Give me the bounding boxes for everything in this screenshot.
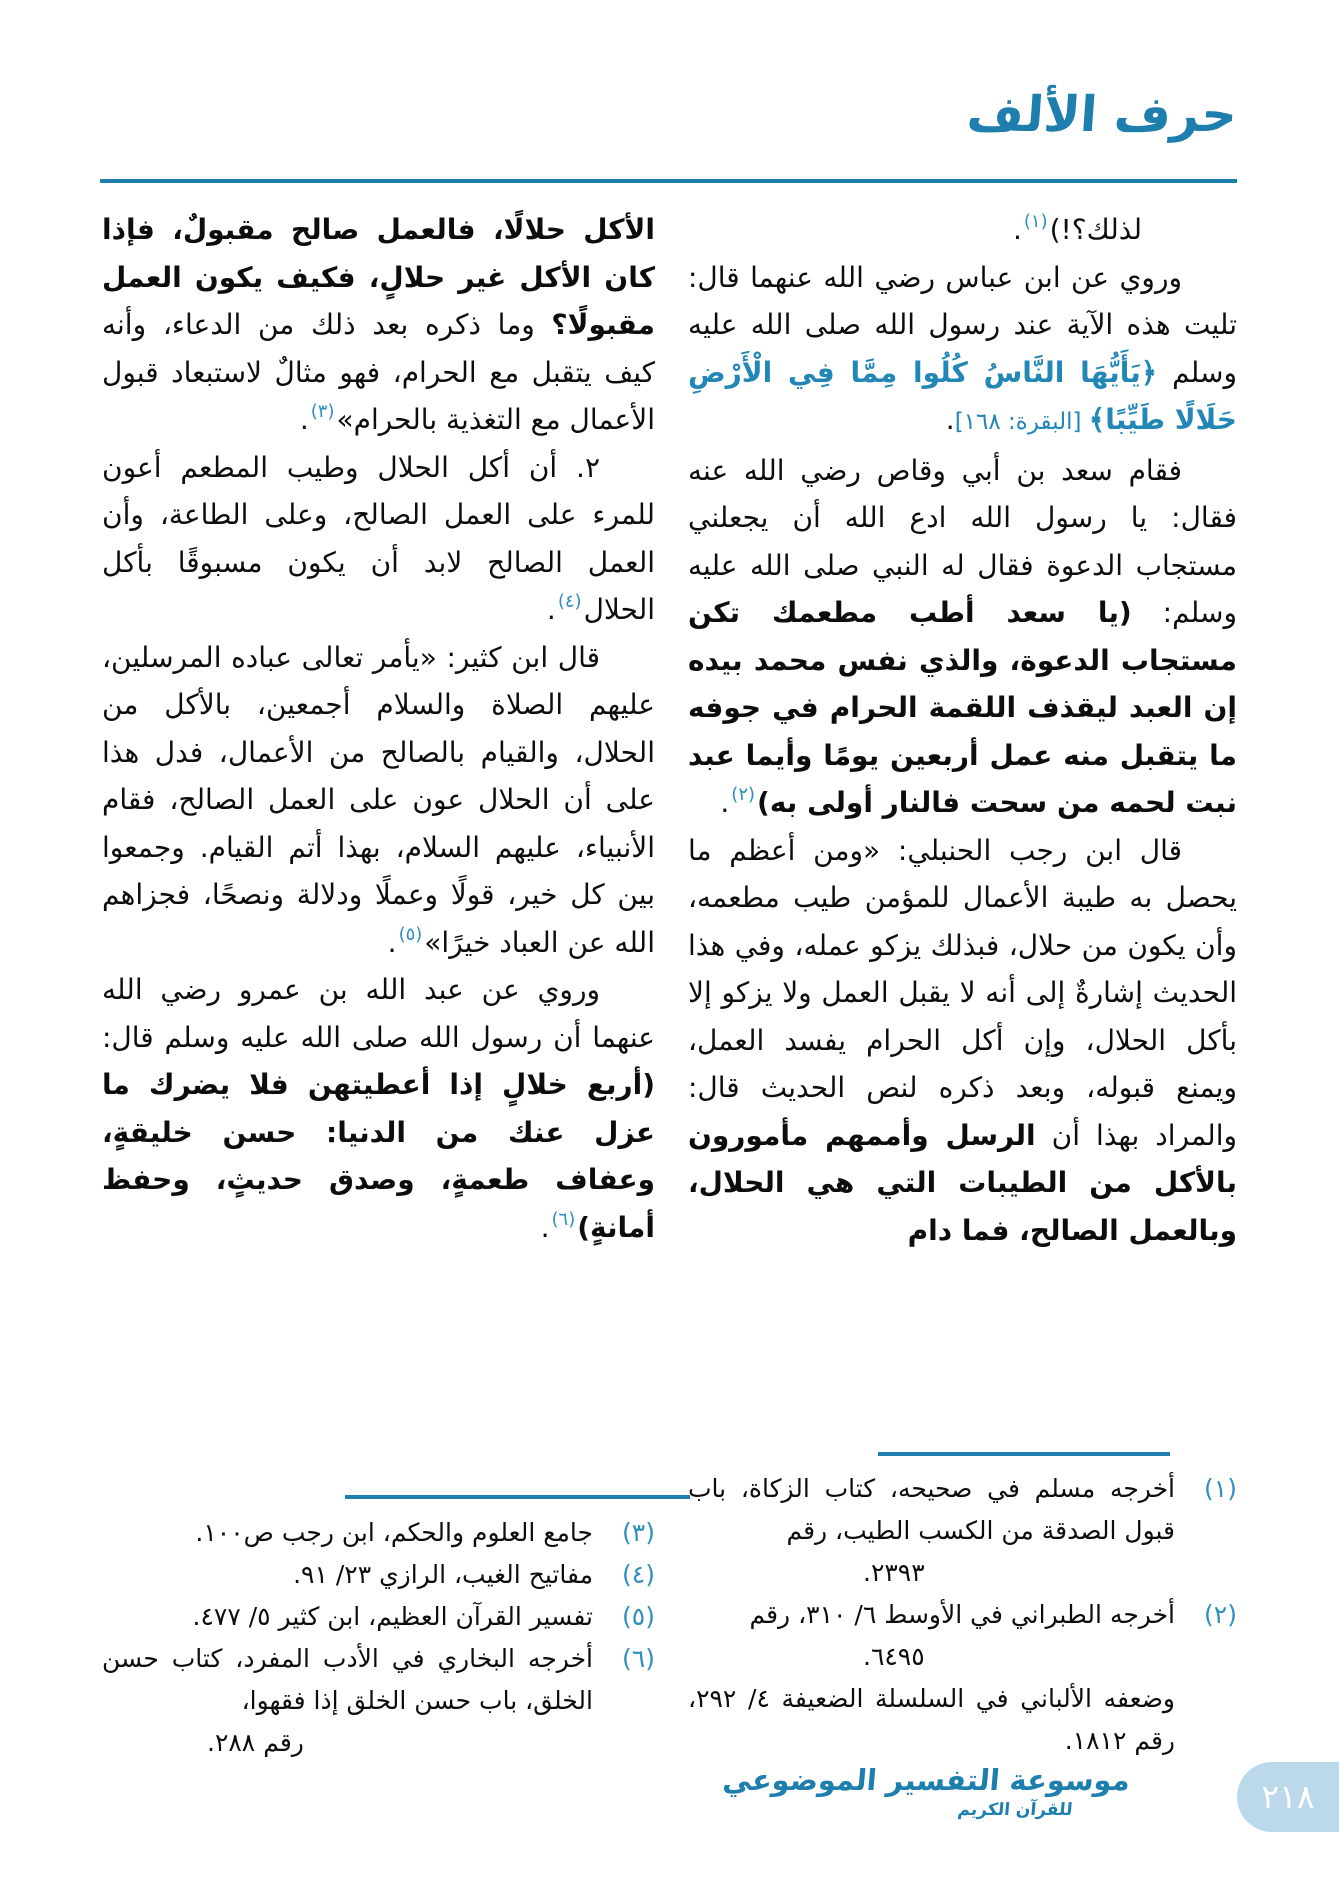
body-text: . <box>945 403 955 436</box>
paragraph-continuation <box>102 206 655 444</box>
ayah-reference: [البقرة: ١٦٨] <box>954 409 1089 435</box>
column-left <box>102 206 655 1251</box>
page-number-badge: ٢١٨ <box>1237 1762 1339 1832</box>
body-text: قال ابن رجب الحنبلي: «ومن أعظم ما يحصل به طيبة الأعمال للمؤمن طيب مطعمه، وأن يكون من حلال، فبذلك يزكو عمله، وفي هذا الحديث إشارةٌ إلى أنه لا يقبل العمل ولا يزكو إلا بأكل الحلال، وإن أكل الحرام يفسد العمل، ويمنع قبوله، وبعد ذكره لنص الحديث قال: والمراد بهذا أن <box>688 833 1238 1152</box>
body-text: ٢. أن أكل الحلال وطيب المطعم أعون للمرء على العمل الصالح، وعلى الطاعة، وأن العمل الصالح لابد أن يكون مسبوقًا بأكل الحلال <box>102 450 655 626</box>
column-right <box>688 206 1237 1254</box>
body-text: . <box>540 1210 550 1244</box>
footnote-text: أخرجه الطبراني في الأوسط ٦/ ٣١٠، رقم <box>749 1600 1175 1629</box>
footnote-text: أخرجه مسلم في صحيحه، كتاب الزكاة، باب قبول الصدقة من الكسب الطيب، رقم <box>688 1474 1175 1545</box>
body-text: وروي عن ابن عباس رضي الله عنهما قال: تليت هذه الآية عند رسول الله صلى الله عليه وسلم <box>688 260 1237 389</box>
footnote-ref-1: (١) <box>1023 211 1048 232</box>
footnote-4 <box>102 1554 655 1596</box>
quran-verse: ﴿يَأَيُّهَا النَّاسُ كُلُوا مِمَّا فِي الْأَرْضِ حَلَالًا طَيِّبًا﴾ <box>688 355 1237 436</box>
paragraph-ibn-rajab <box>688 827 1237 1255</box>
paragraph-point-2 <box>102 444 655 634</box>
body-text: . <box>720 786 730 819</box>
emphasized-text: الأكل حلالًا، فالعمل صالح مقبولٌ، فإذا كان الأكل غير حلالٍ، فكيف يكون العمل مقبولًا؟ <box>102 213 655 341</box>
footnote-1 <box>688 1468 1237 1594</box>
body-text: وروي عن عبد الله بن عمرو رضي الله عنهما أن رسول الله صلى الله عليه وسلم قال: <box>102 973 655 1054</box>
paragraph-quote-tail <box>688 206 1237 254</box>
footnote-marker: (٣) <box>622 1518 655 1547</box>
body-text: . <box>299 403 309 436</box>
body-text: وما ذكره بعد ذلك من الدعاء، وأنه كيف يتقبل مع الحرام، فهو مثالٌ لاستبعاد قبول الأعمال مع التغذية بالحرام» <box>102 308 655 436</box>
footnote-number-line: ٦٤٩٥. <box>863 1642 925 1671</box>
footnote-text: جامع العلوم والحكم، ابن رجب ص١٠٠. <box>195 1518 593 1547</box>
footnotes-right <box>688 1468 1237 1762</box>
body-text: . <box>1012 213 1022 246</box>
body-text: قال ابن كثير: «يأمر تعالى عباده المرسلين، عليهم الصلاة والسلام أجمعين، بالأكل من الحلال، والقيام بالصالح من الأعمال، فدل هذا على أن الحلال عون على العمل الصالح، فقام الأنبياء، عليهم السلام، بهذا أتم القيام. وجمعوا بين كل خير، قولًا وعملًا ودلالة ونصحًا، فجزاهم الله عن العباد خيرًا» <box>102 640 655 959</box>
paragraph-ibn-amr-hadith <box>102 966 655 1251</box>
footnote-number-line: ٢٣٩٣. <box>863 1558 925 1587</box>
footnote-6 <box>102 1638 655 1764</box>
body-text: لذلك؟!) <box>1049 213 1142 246</box>
paragraph-ibn-kathir <box>102 634 655 967</box>
footnote-text: تفسير القرآن العظيم، ابن كثير ٥/ ٤٧٧. <box>192 1602 593 1631</box>
footnote-ref-6: (٦) <box>551 1208 576 1230</box>
footnote-marker: (٢) <box>1204 1600 1237 1629</box>
chapter-heading: حرف الألف <box>965 86 1239 143</box>
footnote-body <box>102 1638 593 1764</box>
footnote-ref-5: (٥) <box>398 923 423 945</box>
footnote-separator-left <box>345 1495 690 1499</box>
hadith-text: (أربع خلالٍ إذا أعطيتهن فلا يضرك ما عزل عنك من الدنيا: حسن خليقةٍ، وعفاف طعمةٍ، وصدق حديثٍ، وحفظ أمانةٍ) <box>102 1068 655 1244</box>
body-text: . <box>546 593 556 626</box>
footnote-continuation: وضعفه الألباني في السلسلة الضعيفة ٤/ ٢٩٢، رقم ١٨١٢. <box>688 1684 1176 1755</box>
emphasized-text: الرسل وأممهم مأمورون بالأكل من الطيبات التي هي الحلال، وبالعمل الصالح، فما دام <box>688 1118 1237 1247</box>
body-text: فقام سعد بن أبي وقاص رضي الله عنه فقال: يا رسول الله ادع الله أن يجعلني مستجاب الدعوة فقال له النبي صلى الله عليه وسلم: <box>688 453 1237 629</box>
footnote-marker: (٤) <box>622 1560 655 1589</box>
paragraph-saad-hadith <box>688 447 1237 827</box>
footnote-5 <box>102 1596 655 1638</box>
footnote-body <box>102 1512 593 1554</box>
publisher-mark <box>721 1763 1132 1823</box>
footnote-ref-2: (٢) <box>731 784 756 805</box>
footnote-2 <box>688 1594 1237 1762</box>
publisher-subtitle: للقرآن الكريم <box>956 1800 1074 1820</box>
footnote-separator-right <box>878 1452 1170 1456</box>
publisher-title: موسوعة التفسير الموضوعي <box>721 1763 1132 1797</box>
footnote-ref-3: (٣) <box>310 401 335 422</box>
footnote-3 <box>102 1512 655 1554</box>
body-text: . <box>387 925 397 959</box>
footnotes-left <box>102 1512 655 1764</box>
footnote-body <box>102 1596 593 1638</box>
paragraph-ibn-abbas <box>688 254 1237 447</box>
footnote-body <box>102 1554 593 1596</box>
footnote-body <box>688 1594 1175 1762</box>
footnote-text: أخرجه البخاري في الأدب المفرد، كتاب حسن الخلق، باب حسن الخلق إذا فقهوا، <box>102 1644 593 1715</box>
footnote-marker: (٦) <box>622 1644 655 1673</box>
footnote-number-line: رقم ٢٨٨. <box>207 1728 304 1757</box>
footnote-marker: (١) <box>1204 1474 1237 1503</box>
footnote-ref-4: (٤) <box>557 591 582 612</box>
hadith-text: (يا سعد أطب مطعمك تكن مستجاب الدعوة، والذي نفس محمد بيده إن العبد ليقذف اللقمة الحرام في جوفه ما يتقبل منه عمل أربعين يومًا وأيما عبد نبت لحمه من سحت فالنار أولى به) <box>688 596 1237 819</box>
header-rule <box>100 179 1237 183</box>
footnote-text: مفاتيح الغيب، الرازي ٢٣/ ٩١. <box>293 1560 593 1589</box>
footnote-marker: (٥) <box>622 1602 655 1631</box>
footnote-body <box>688 1468 1175 1594</box>
